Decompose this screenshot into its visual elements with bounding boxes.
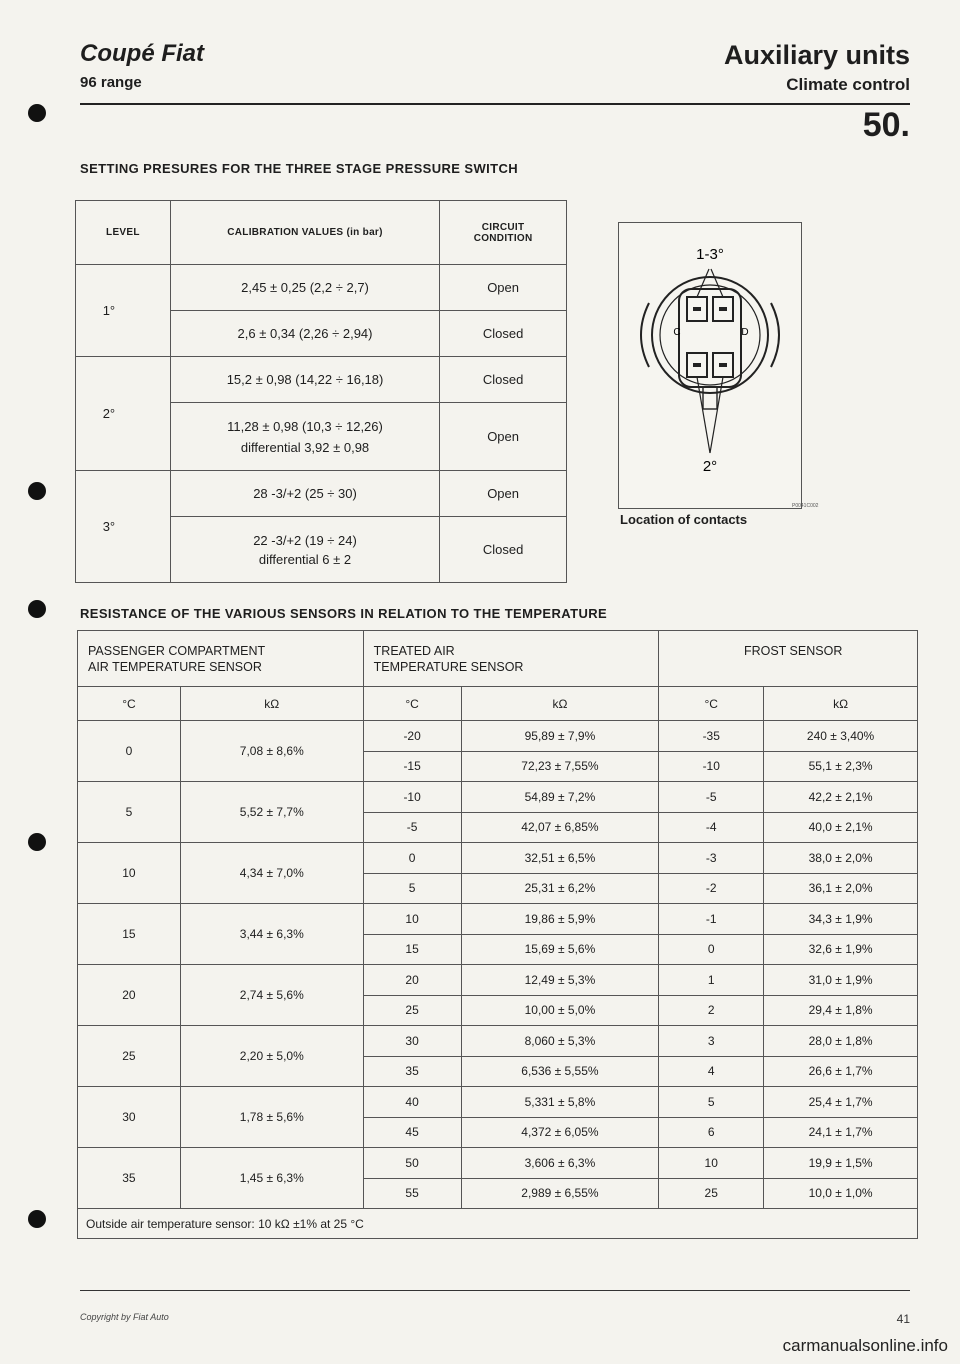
- frost-temp-cell: 5: [659, 1087, 764, 1118]
- calibration-value-line1: 11,28 ± 0,98 (10,3 ÷ 12,26): [227, 418, 383, 434]
- calibration-value: [170, 517, 439, 583]
- treated-temp-cell: 5: [363, 873, 461, 904]
- frost-temp-cell: -35: [659, 721, 764, 752]
- passenger-sensor-title-line2: AIR TEMPERATURE SENSOR: [88, 659, 262, 674]
- table-row: [76, 357, 567, 403]
- frost-resistance-cell: 32,6 ± 1,9%: [764, 934, 918, 965]
- connector-socket: [679, 289, 741, 387]
- frost-resistance-cell: 36,1 ± 2,0%: [764, 873, 918, 904]
- treated-temp-cell: 45: [363, 1117, 461, 1148]
- leader-line-top: [711, 269, 723, 297]
- unit-celsius: °C: [78, 687, 181, 721]
- frost-resistance-cell: 29,4 ± 1,8%: [764, 995, 918, 1026]
- pressure-switch-table: [75, 200, 567, 583]
- frost-temp-cell: 10: [659, 1148, 764, 1179]
- col-header-condition: [440, 201, 567, 265]
- table-group-header-row: [78, 631, 918, 687]
- treated-temp-cell: 30: [363, 1026, 461, 1057]
- treated-resistance-cell: 54,89 ± 7,2%: [461, 782, 659, 813]
- connector-diagram: [619, 223, 801, 508]
- frost-temp-cell: 2: [659, 995, 764, 1026]
- treated-resistance-cell: 32,51 ± 6,5%: [461, 843, 659, 874]
- table-row: [78, 1148, 918, 1179]
- col-header-condition-line2: CONDITION: [473, 232, 533, 244]
- treated-resistance-cell: 12,49 ± 5,3%: [461, 965, 659, 996]
- figure-code: P0041C002: [792, 503, 819, 509]
- col-header-condition-line1: CIRCUIT: [481, 221, 525, 233]
- treated-temp-cell: 25: [363, 995, 461, 1026]
- treated-sensor-header: [363, 631, 659, 687]
- pin-mark: [719, 307, 727, 311]
- passenger-temp-cell: 25: [78, 1026, 181, 1087]
- sensor-table-body: [78, 631, 918, 1239]
- connector-right-lug: [771, 303, 779, 367]
- contact-location-figure: [618, 222, 802, 509]
- frost-resistance-cell: 42,2 ± 2,1%: [764, 782, 918, 813]
- sensors-title: RESISTANCE OF THE VARIOUS SENSORS IN RELATION TO THE TEMPERATURE: [80, 606, 608, 621]
- passenger-temp-cell: 15: [78, 904, 181, 965]
- treated-resistance-cell: 72,23 ± 7,55%: [461, 751, 659, 782]
- frost-temp-cell: 25: [659, 1178, 764, 1209]
- treated-temp-cell: 20: [363, 965, 461, 996]
- pin-mark: [693, 307, 701, 311]
- frost-resistance-cell: 28,0 ± 1,8%: [764, 1026, 918, 1057]
- unit-kohm: kΩ: [764, 687, 918, 721]
- passenger-sensor-title-line1: PASSENGER COMPARTMENT: [88, 643, 266, 658]
- frost-resistance-cell: 10,0 ± 1,0%: [764, 1178, 918, 1209]
- frost-resistance-cell: 31,0 ± 1,9%: [764, 965, 918, 996]
- frost-resistance-cell: 24,1 ± 1,7%: [764, 1117, 918, 1148]
- unit-celsius: °C: [659, 687, 764, 721]
- table-unit-row: [78, 687, 918, 721]
- table-row: [78, 904, 918, 935]
- calibration-value: 2,6 ± 0,34 (2,26 ÷ 2,94): [170, 311, 439, 357]
- frost-sensor-header: [659, 631, 918, 687]
- label-bottom-contact: 2°: [702, 458, 718, 475]
- passenger-temp-cell: 30: [78, 1087, 181, 1148]
- calibration-value: [170, 403, 439, 471]
- passenger-temp-cell: 0: [78, 721, 181, 782]
- passenger-resistance-cell: 3,44 ± 6,3%: [180, 904, 363, 965]
- passenger-sensor-header: [78, 631, 364, 687]
- level-cell: 3°: [76, 471, 171, 583]
- passenger-resistance-cell: 1,78 ± 5,6%: [180, 1087, 363, 1148]
- table-header-row: [76, 201, 567, 265]
- frost-temp-cell: -1: [659, 904, 764, 935]
- frost-resistance-cell: 38,0 ± 2,0%: [764, 843, 918, 874]
- frost-temp-cell: 6: [659, 1117, 764, 1148]
- unit-kohm: kΩ: [461, 687, 659, 721]
- table-row: [78, 782, 918, 813]
- level-cell: 1°: [76, 265, 171, 357]
- calibration-differential: differential 3,92 ± 0,98: [240, 439, 370, 455]
- unit-kohm: kΩ: [180, 687, 363, 721]
- label-c: C: [673, 327, 681, 338]
- frost-resistance-cell: 40,0 ± 2,1%: [764, 812, 918, 843]
- connector-body-outer: [652, 277, 768, 393]
- label-d: D: [741, 327, 749, 338]
- frost-resistance-cell: 25,4 ± 1,7%: [764, 1087, 918, 1118]
- page-header-right: [724, 40, 910, 95]
- binder-hole: [28, 833, 46, 851]
- treated-temp-cell: -5: [363, 812, 461, 843]
- pin-mark: [719, 363, 727, 367]
- col-header-values: CALIBRATION VALUES (in bar): [170, 201, 439, 265]
- table-row: [78, 1026, 918, 1057]
- treated-resistance-cell: 95,89 ± 7,9%: [461, 721, 659, 752]
- calibration-value: 15,2 ± 0,98 (14,22 ÷ 16,18): [170, 357, 439, 403]
- frost-temp-cell: 4: [659, 1056, 764, 1087]
- circuit-condition: Open: [440, 265, 567, 311]
- passenger-resistance-cell: 4,34 ± 7,0%: [180, 843, 363, 904]
- treated-resistance-cell: 6,536 ± 5,55%: [461, 1056, 659, 1087]
- frost-resistance-cell: 240 ± 3,40%: [764, 721, 918, 752]
- treated-sensor-title-line2: TEMPERATURE SENSOR: [373, 659, 524, 674]
- frost-temp-cell: 3: [659, 1026, 764, 1057]
- treated-temp-cell: 35: [363, 1056, 461, 1087]
- connector-key: [703, 387, 717, 409]
- table-note-row: [78, 1209, 918, 1239]
- passenger-resistance-cell: 7,08 ± 8,6%: [180, 721, 363, 782]
- treated-sensor-title-line1: TREATED AIR: [373, 643, 455, 658]
- figure-caption: Location of contacts: [620, 512, 748, 527]
- calibration-differential: differential 6 ± 2: [258, 551, 352, 567]
- frost-temp-cell: 0: [659, 934, 764, 965]
- connector-left-lug: [641, 303, 649, 367]
- binder-hole: [28, 1210, 46, 1228]
- treated-resistance-cell: 25,31 ± 6,2%: [461, 873, 659, 904]
- treated-temp-cell: 15: [363, 934, 461, 965]
- treated-resistance-cell: 5,331 ± 5,8%: [461, 1087, 659, 1118]
- copyright-text: Copyright by Fiat Auto: [80, 1312, 169, 1322]
- table-row: [78, 1087, 918, 1118]
- treated-resistance-cell: 8,060 ± 5,3%: [461, 1026, 659, 1057]
- treated-temp-cell: 40: [363, 1087, 461, 1118]
- range-label: 96 range: [80, 74, 142, 91]
- passenger-resistance-cell: 1,45 ± 6,3%: [180, 1148, 363, 1209]
- passenger-temp-cell: 20: [78, 965, 181, 1026]
- treated-resistance-cell: 3,606 ± 6,3%: [461, 1148, 659, 1179]
- frost-temp-cell: -10: [659, 751, 764, 782]
- passenger-resistance-cell: 2,20 ± 5,0%: [180, 1026, 363, 1087]
- calibration-value: 28 -3/+2 (25 ÷ 30): [170, 471, 439, 517]
- treated-temp-cell: -20: [363, 721, 461, 752]
- passenger-temp-cell: 10: [78, 843, 181, 904]
- frost-resistance-cell: 26,6 ± 1,7%: [764, 1056, 918, 1087]
- passenger-temp-cell: 5: [78, 782, 181, 843]
- frost-resistance-cell: 55,1 ± 2,3%: [764, 751, 918, 782]
- table-row: [76, 471, 567, 517]
- section-title: Auxiliary units: [723, 40, 910, 70]
- outside-sensor-note: Outside air temperature sensor: 10 kΩ ±1% at 25 °C: [78, 1209, 918, 1239]
- binder-hole: [28, 482, 46, 500]
- passenger-resistance-cell: 2,74 ± 5,6%: [180, 965, 363, 1026]
- brand-title: Coupé Fiat: [80, 40, 204, 67]
- frost-temp-cell: -5: [659, 782, 764, 813]
- treated-temp-cell: 10: [363, 904, 461, 935]
- frost-temp-cell: -4: [659, 812, 764, 843]
- treated-temp-cell: -15: [363, 751, 461, 782]
- treated-resistance-cell: 42,07 ± 6,85%: [461, 812, 659, 843]
- treated-temp-cell: 50: [363, 1148, 461, 1179]
- binder-hole: [28, 600, 46, 618]
- treated-resistance-cell: 10,00 ± 5,0%: [461, 995, 659, 1026]
- leader-line-top: [697, 269, 709, 297]
- treated-resistance-cell: 15,69 ± 5,6%: [461, 934, 659, 965]
- treated-temp-cell: -10: [363, 782, 461, 813]
- calibration-value: 2,45 ± 0,25 (2,2 ÷ 2,7): [170, 265, 439, 311]
- frost-temp-cell: -2: [659, 873, 764, 904]
- treated-resistance-cell: 2,989 ± 6,55%: [461, 1178, 659, 1209]
- frost-resistance-cell: 34,3 ± 1,9%: [764, 904, 918, 935]
- frost-temp-cell: 1: [659, 965, 764, 996]
- header-divider: [80, 103, 910, 105]
- treated-resistance-cell: 4,372 ± 6,05%: [461, 1117, 659, 1148]
- sensor-resistance-table: [77, 630, 918, 1239]
- label-top-contacts: 1-3°: [696, 246, 724, 263]
- frost-resistance-cell: 19,9 ± 1,5%: [764, 1148, 918, 1179]
- page-header-left: [80, 40, 204, 91]
- level-cell: 2°: [76, 357, 171, 471]
- calibration-value-line1: 22 -3/+2 (19 ÷ 24): [253, 532, 357, 548]
- circuit-condition: Closed: [440, 311, 567, 357]
- table-row: [76, 265, 567, 311]
- pressure-switch-title: SETTING PRESURES FOR THE THREE STAGE PRESSURE SWITCH: [80, 161, 519, 176]
- footer-divider: [80, 1290, 910, 1291]
- unit-celsius: °C: [363, 687, 461, 721]
- binder-hole: [28, 104, 46, 122]
- page-number: 41: [896, 1312, 910, 1326]
- frost-temp-cell: -3: [659, 843, 764, 874]
- pin-mark: [693, 363, 701, 367]
- table-row: [78, 965, 918, 996]
- frost-sensor-title: FROST SENSOR: [743, 644, 843, 658]
- passenger-temp-cell: 35: [78, 1148, 181, 1209]
- passenger-resistance-cell: 5,52 ± 7,7%: [180, 782, 363, 843]
- chapter-number: 50.: [862, 106, 910, 144]
- treated-temp-cell: 0: [363, 843, 461, 874]
- table-row: [78, 721, 918, 752]
- col-header-level: LEVEL: [76, 201, 171, 265]
- circuit-condition: Closed: [440, 357, 567, 403]
- treated-resistance-cell: 19,86 ± 5,9%: [461, 904, 659, 935]
- subsection-title: Climate control: [786, 75, 910, 94]
- circuit-condition: Closed: [440, 517, 567, 583]
- treated-temp-cell: 55: [363, 1178, 461, 1209]
- circuit-condition: Open: [440, 403, 567, 471]
- watermark-text: carmanualsonline.info: [782, 1336, 948, 1355]
- circuit-condition: Open: [440, 471, 567, 517]
- table-row: [78, 843, 918, 874]
